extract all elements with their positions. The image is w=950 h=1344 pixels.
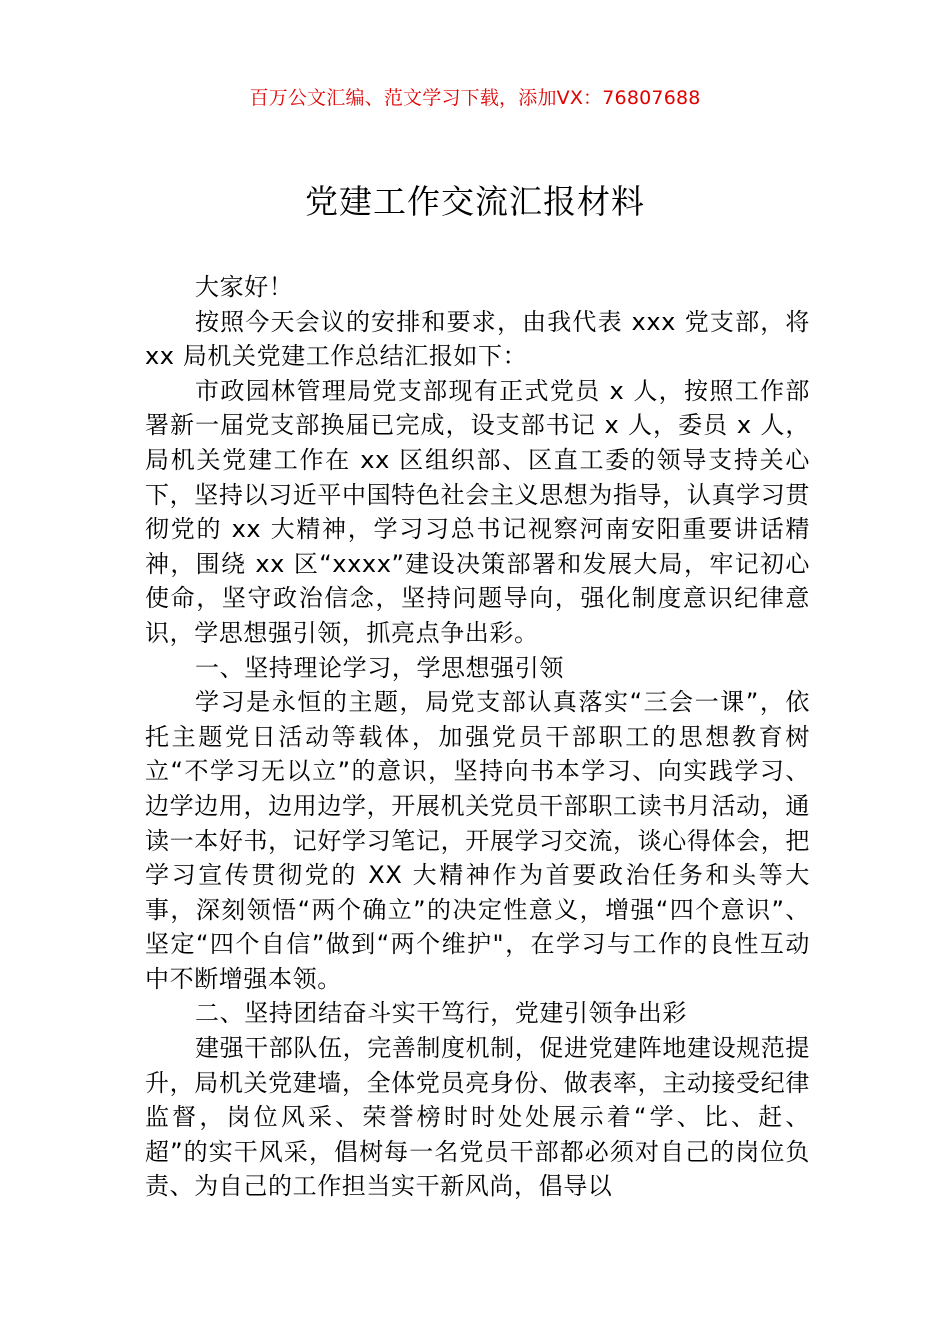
intro-paragraph: 按照今天会议的安排和要求，由我代表 xxx 党支部，将 xx 局机关党建工作总结汇报如下： [145,307,810,371]
header-watermark-note: 百万公文汇编、范文学习下载，添加VX：76807688 [249,87,701,109]
section-2-paragraph: 建强干部队伍，完善制度机制，促进党建阵地建设规范提升，局机关党建墙，全体党员亮身份、做表率，主动接受纪律监督，岗位风采、荣誉榜时时处处展示着“学、比、赶、超”的实干风采，倡树每一名党员干部都必须对自己的岗位负责、为自己的工作担当实干新风尚，倡导以 [145,1034,810,1201]
section-1-paragraph: 学习是永恒的主题，局党支部认真落实“三会一课”，依托主题党日活动等载体，加强党员干部职工的思想教育树立“不学习无以立”的意识，坚持向书本学习、向实践学习、边学边用，边用边学，开展机关党员干部职工读书月活动，通读一本好书，记好学习笔记，开展学习交流，谈心得体会，把学习宣传贯彻党的 XX 大精神作为首要政治任务和头等大事，深刻领悟“两个确立”的决定性意义，增强“四个意识”、坚定“四个自信”做到“两个维护"，在学习与工作的良性互动中不断增强本领。 [145,688,810,993]
section-heading-1: 一、坚持理论学习，学思想强引领 [195,653,564,682]
section-heading-2: 二、坚持团结奋斗实干笃行，党建引领争出彩 [195,999,687,1028]
overview-paragraph: 市政园林管理局党支部现有正式党员 x 人，按照工作部署新一届党支部换届已完成，设支部书记 x 人，委员 x 人，局机关党建工作在 xx 区组织部、区直工委的领导支持关心下，坚持以习近平中国特色社会主义思想为指导，认真学习贯彻党的 xx 大精神，学习习总书记视察河南安阳重要讲话精神，围绕 xx 区“xxxx”建设决策部署和发展大局，牢记初心使命，坚守政治信念，坚持问题导向，强化制度意识纪律意识，学思想强引领，抓亮点争出彩。 [145,376,810,647]
document-body [145,270,810,1204]
greeting-paragraph: 大家好！ [195,273,294,301]
document-title: 党建工作交流汇报材料 [305,182,645,221]
